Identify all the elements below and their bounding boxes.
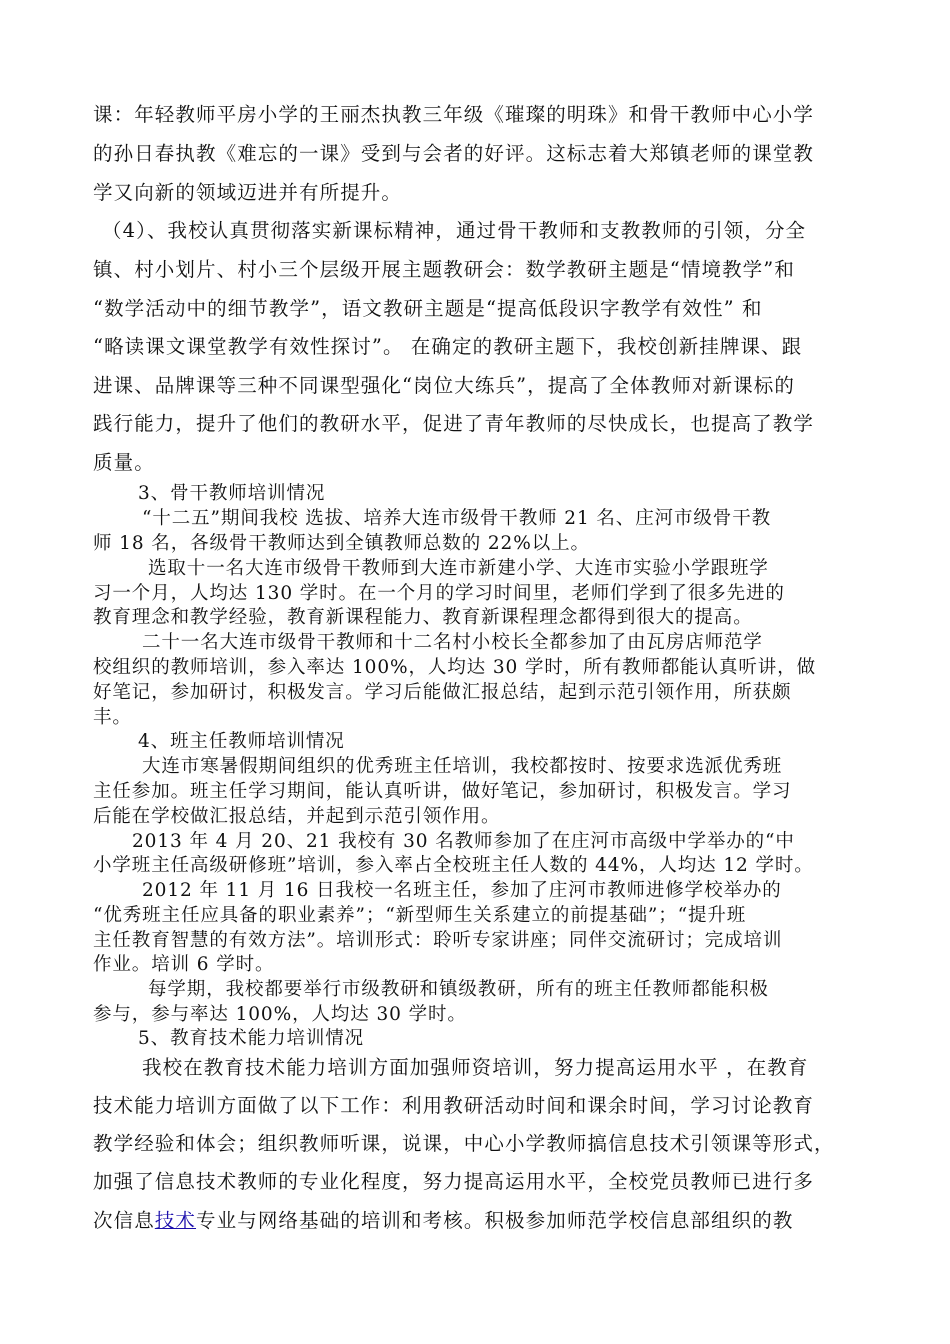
paragraph-line: （4）、我校认真贯彻落实新课标精神，通过骨干教师和支教教师的引领，分全 (102, 219, 807, 242)
paragraph-line: 选取十一名大连市级骨干教师到大连市新建小学、大连市实验小学跟班学 (148, 558, 769, 579)
paragraph-line: 技术能力培训方面做了以下工作：利用教研活动时间和课余时间，学习讨论教育 (93, 1094, 815, 1117)
paragraph-line (93, 1209, 793, 1233)
paragraph-line: 2012 年 11 月 16 日我校一名班主任，参加了庄河市教师进修学校举办的 (142, 880, 782, 901)
paragraph-line: 的孙日春执教《难忘的一课》受到与会者的好评。这标志着大郑镇老师的课堂教 (93, 142, 815, 165)
paragraph-line: 教育理念和教学经验，教育新课程能力、教育新课程理念都得到很大的提高。 (93, 607, 753, 628)
section-heading: 4、班主任教师培训情况 (138, 731, 345, 752)
paragraph-line: 作业。培训 6 学时。 (93, 954, 275, 975)
paragraph-line: “十二五”期间我校 选拔、培养大连市级骨干教师 21 名、庄河市级骨干教 (142, 508, 772, 529)
paragraph-line: 每学期，我校都要举行市级教研和镇级教研，所有的班主任教师都能积极 (148, 979, 769, 1000)
paragraph-line: 主任教育智慧的有效方法”。培训形式：聆听专家讲座；同伴交流研讨；完成培训 (93, 930, 783, 951)
paragraph-line: “数学活动中的细节教学”，语文教研主题是“提高低段识字教学有效性” 和 (93, 297, 763, 320)
paragraph-line: 学又向新的领域迈进并有所提升。 (93, 181, 403, 204)
line-text: 次信息 (93, 1209, 155, 1232)
paragraph-line: “优秀班主任应具备的职业素养”；“新型师生关系建立的前提基础”；“提升班 (93, 905, 747, 926)
paragraph-line: 主任参加。班主任学习期间，能认真听讲，做好笔记，参加研讨，积极发言。学习 (93, 781, 792, 802)
section-heading: 5、教育技术能力培训情况 (138, 1028, 365, 1049)
paragraph-line: 教学经验和体会；组织教师听课，说课，中心小学教师搞信息技术引领课等形式， (93, 1132, 835, 1155)
paragraph-line: 进课、品牌课等三种不同课型强化“岗位大练兵”，提高了全体教师对新课标的 (93, 374, 795, 397)
paragraph-line: 课：年轻教师平房小学的王丽杰执教三年级《璀璨的明珠》和骨干教师中心小学 (93, 103, 815, 126)
section-heading: 3、骨干教师培训情况 (138, 483, 326, 504)
paragraph-line: 习一个月，人均达 130 学时。在一个月的学习时间里，老师们学到了很多先进的 (93, 583, 785, 604)
paragraph-line: 大连市寒暑假期间组织的优秀班主任培训，我校都按时、按要求选派优秀班 (142, 756, 783, 777)
paragraph-line: “略读课文课堂教学有效性探讨”。 在确定的教研主题下，我校创新挂牌课、跟 (93, 335, 803, 358)
technology-link[interactable]: 技术 (154, 1209, 197, 1232)
line-text: 专业与网络基础的培训和考核。积极参加师范学校信息部组织的教 (196, 1209, 794, 1232)
paragraph-line: 践行能力，提升了他们的教研水平，促进了青年教师的尽快成长，也提高了教学 (93, 412, 815, 435)
paragraph-line: 好笔记，参加研讨，积极发言。学习后能做汇报总结，起到示范引领作用，所获颇 (93, 682, 792, 703)
paragraph-line: 质量。 (93, 451, 155, 474)
paragraph-line: 参与，参与率达 100%，人均达 30 学时。 (93, 1004, 467, 1025)
paragraph-line: 师 18 名，各级骨干教师达到全镇教师总数的 22%以上。 (93, 533, 590, 554)
paragraph-line: 丰。 (93, 707, 132, 728)
paragraph-line: 镇、村小划片、村小三个层级开展主题教研会：数学教研主题是“情境教学”和 (93, 258, 795, 281)
paragraph-line: 加强了信息技术教师的专业化程度，努力提高运用水平，全校党员教师已进行多 (93, 1170, 815, 1193)
paragraph-line: 二十一名大连市级骨干教师和十二名村小校长全都参加了由瓦房店师范学 (142, 632, 763, 653)
paragraph-line: 小学班主任高级研修班”培训，参入率占全校班主任人数的 44%，人均达 12 学时。 (93, 855, 814, 876)
paragraph-line: 我校在教育技术能力培训方面加强师资培训，努力提高运用水平 ，在教育 (142, 1056, 809, 1079)
paragraph-line: 校组织的教师培训，参入率达 100%，人均达 30 学时，所有教师都能认真听讲，做 (93, 657, 816, 678)
paragraph-line: 后能在学校做汇报总结，并起到示范引领作用。 (93, 806, 501, 827)
paragraph-line: 2013 年 4 月 20、21 我校有 30 名教师参加了在庄河市高级中学举办的“中 (132, 831, 795, 852)
